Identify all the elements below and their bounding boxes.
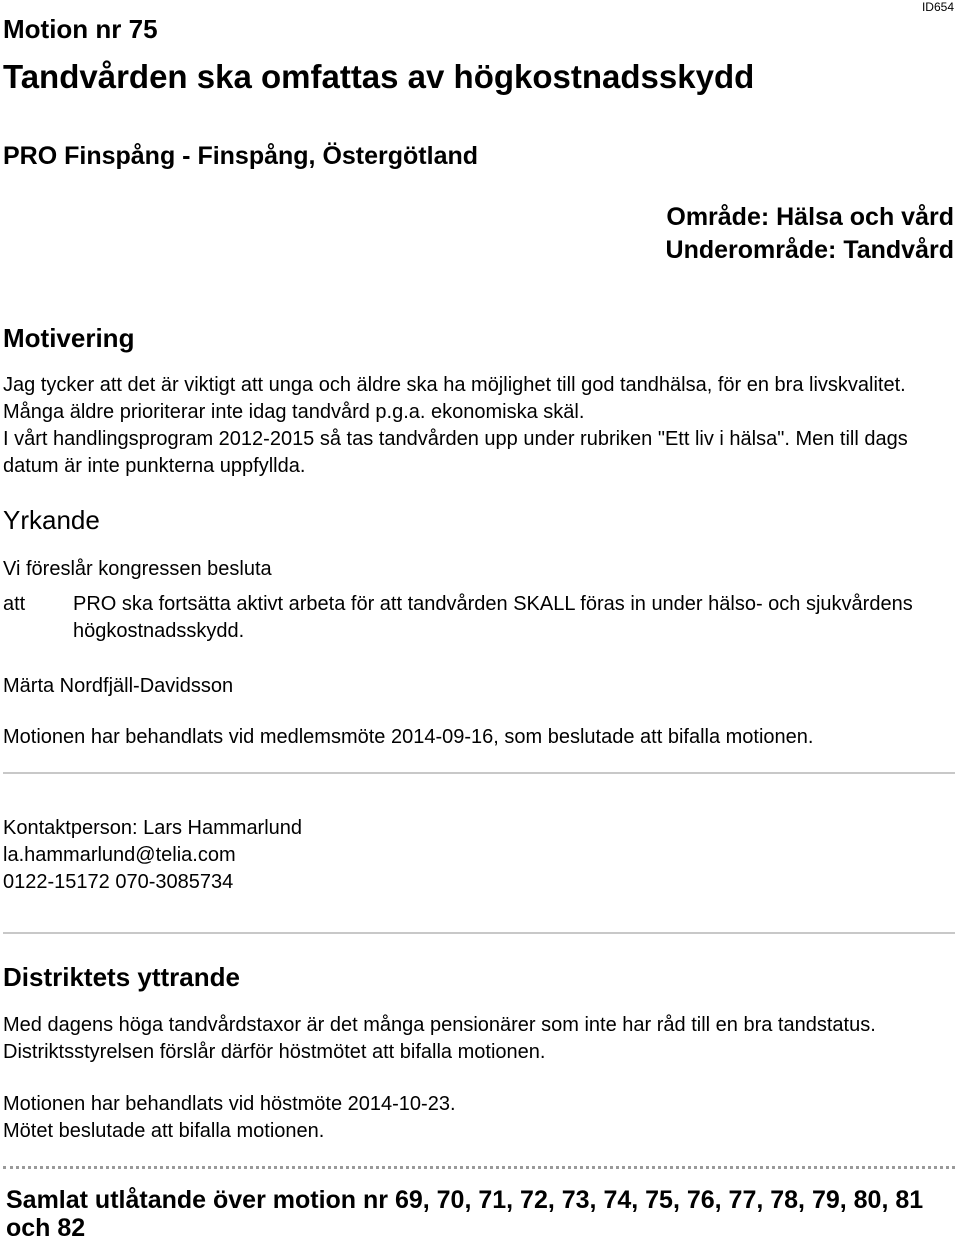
motivering-heading: Motivering xyxy=(3,323,135,353)
motivering-paragraph-1: Jag tycker att det är viktigt att unga och äldre ska ha möjlighet till god tandhälsa, för en bra livskvalitet. Många äldre prioriterar inte idag tandvård p.g.a. ekonomiska skäl. xyxy=(3,374,906,423)
yrkande-intro: Vi föreslår kongressen besluta xyxy=(3,558,272,580)
district-statement: Med dagens höga tandvårdstaxor är det många pensionärer som inte har råd till en bra tandstatus. Distriktsstyrelsen förslår därför höstmötet att bifalla motionen. xyxy=(3,1014,876,1063)
document-id: ID654 xyxy=(921,0,954,14)
district-decision xyxy=(3,1091,903,1145)
district-heading: Distriktets yttrande xyxy=(3,962,240,992)
motion-title: Tandvården ska omfattas av högkostnadsskydd xyxy=(3,58,755,95)
area-block xyxy=(666,201,954,267)
contact-block xyxy=(3,815,302,896)
submitter: PRO Finspång - Finspång, Östergötland xyxy=(3,142,479,170)
area-label: Område: Hälsa och vård xyxy=(666,203,954,231)
contact-email: la.hammarlund@telia.com xyxy=(3,844,236,866)
divider xyxy=(3,932,955,934)
motivering-text xyxy=(3,372,953,480)
district-decision-line-2: Mötet beslutade att bifalla motionen. xyxy=(3,1120,325,1142)
att-label: att xyxy=(3,593,26,615)
signature: Märta Nordfjäll-Davidsson xyxy=(3,675,234,697)
contact-person: Kontaktperson: Lars Hammarlund xyxy=(3,817,303,839)
yrkande-heading: Yrkande xyxy=(3,505,100,535)
att-clause: PRO ska fortsätta aktivt arbeta för att tandvården SKALL föras in under hälso- och sjukvårdens högkostnadsskydd. xyxy=(73,593,913,642)
contact-phone: 0122-15172 070-3085734 xyxy=(3,871,234,893)
district-decision-line-1: Motionen har behandlats vid höstmöte 2014-10-23. xyxy=(3,1093,456,1115)
dotted-divider xyxy=(3,1166,955,1169)
divider xyxy=(3,772,955,774)
subarea-label: Underområde: Tandvård xyxy=(665,236,954,264)
motion-number: Motion nr 75 xyxy=(3,14,158,44)
local-decision: Motionen har behandlats vid medlemsmöte 2014-09-16, som beslutade att bifalla motionen. xyxy=(3,726,814,748)
motivering-paragraph-2: I vårt handlingsprogram 2012-2015 så tas tandvården upp under rubriken "Ett liv i hälsa". Men till dags datum är inte punkterna uppfyllda. xyxy=(3,428,908,477)
summary-heading: Samlat utlåtande över motion nr 69, 70, 71, 72, 73, 74, 75, 76, 77, 78, 79, 80, 81 och 82 xyxy=(6,1186,924,1242)
